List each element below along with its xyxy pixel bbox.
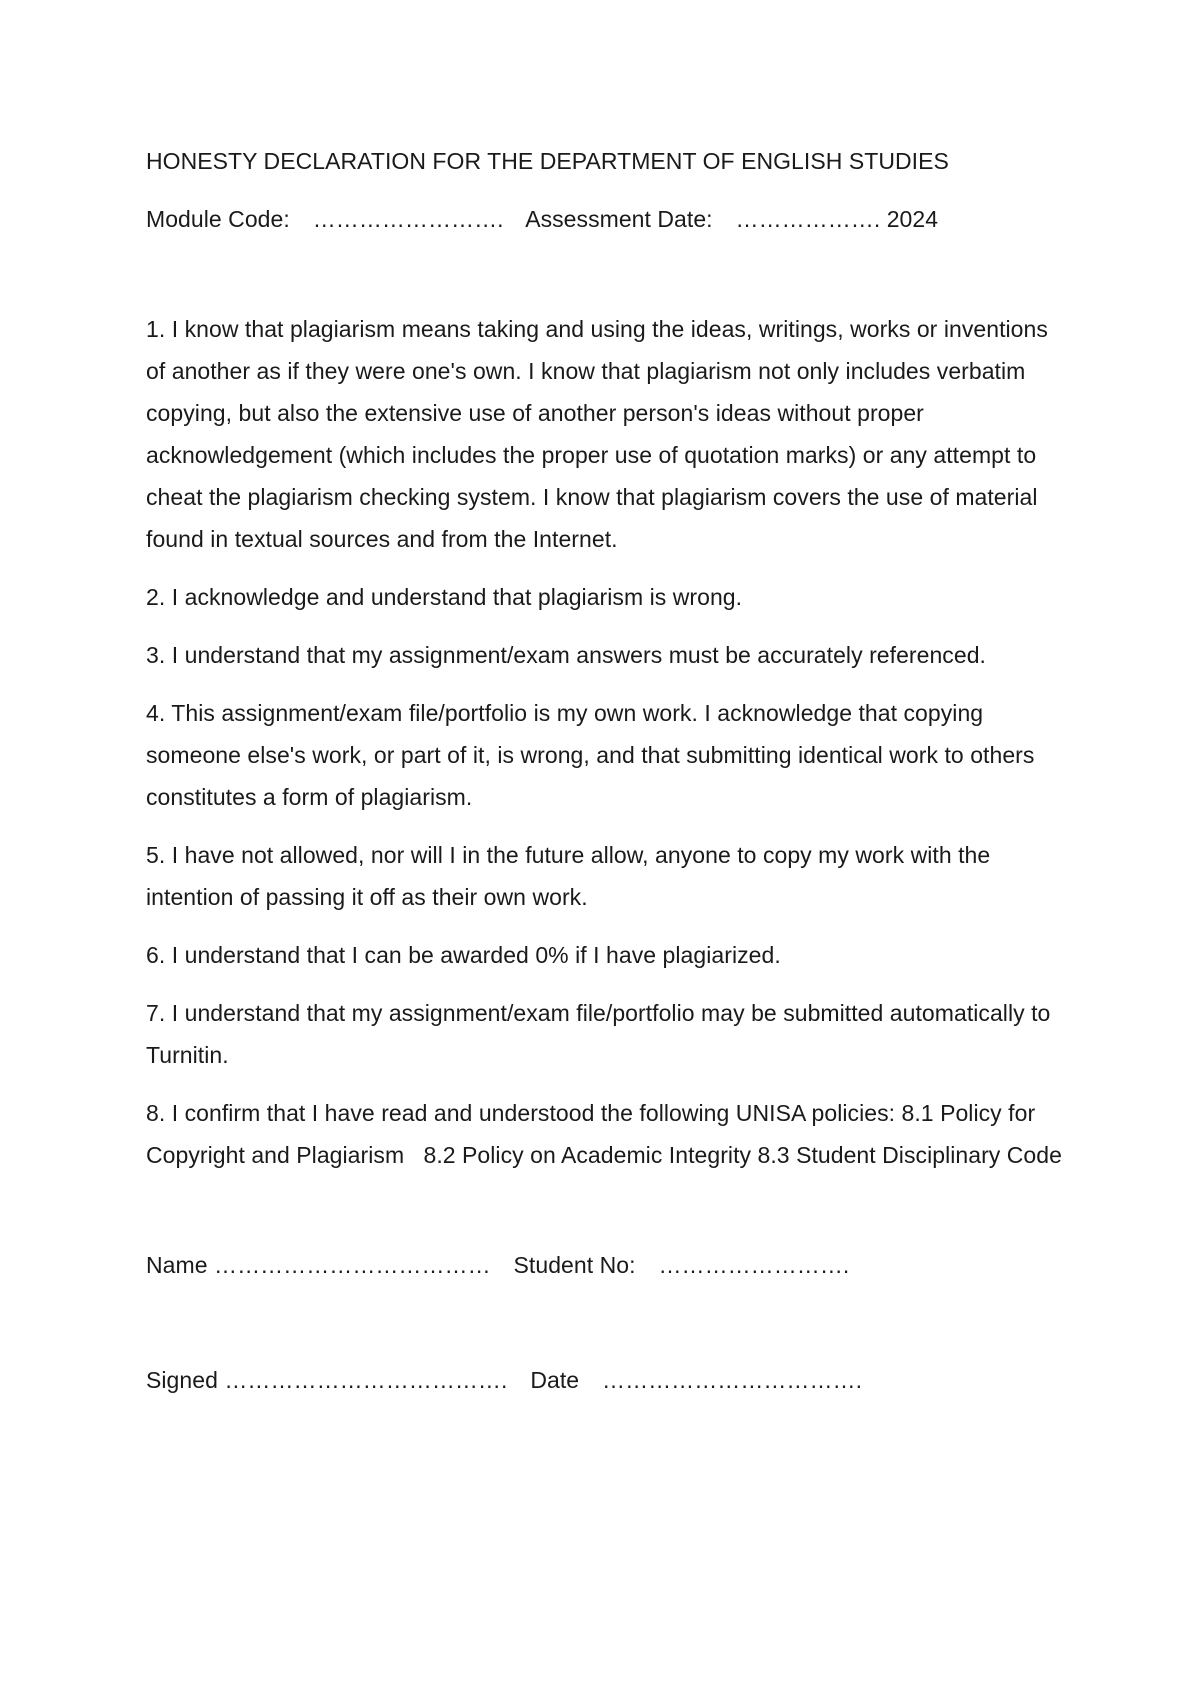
student-no-field[interactable]: ……………………. [658,1252,850,1278]
student-no-label: Student No: [513,1252,636,1278]
signed-date-line [146,1359,1066,1401]
declarations-list [146,308,1066,1176]
date-field[interactable]: ……………………………. [602,1367,863,1393]
name-student-line [146,1244,1066,1286]
name-field[interactable]: ……………………………… [214,1252,491,1278]
declaration-item-2: 2. I acknowledge and understand that plagiarism is wrong. [146,584,743,610]
signature-block [146,1244,1066,1401]
document-title: HONESTY DECLARATION FOR THE DEPARTMENT OF ENGLISH STUDIES [146,148,949,174]
declaration-item-8: 8. I confirm that I have read and understood the following UNISA policies: 8.1 Policy for Copyright and Plagiarism 8.2 Policy on Academic Integrity 8.3 Student Disciplinary Code [146,1100,1062,1168]
signed-field[interactable]: ………………………………. [224,1367,508,1393]
declaration-item-1: 1. I know that plagiarism means taking and using the ideas, writings, works or inventions of another as if they were one's own. I know that plagiarism not only includes verbatim copying, but also the extensive use of another person's ideas without proper acknowledgement (which includes the proper use of quotation marks) or any attempt to cheat the plagiarism checking system. I know that plagiarism covers the use of material found in textual sources and from the Internet. [146,316,1048,552]
assessment-date-label: Assessment Date: [525,206,713,232]
declaration-item-6: 6. I understand that I can be awarded 0% if I have plagiarized. [146,942,781,968]
signed-label: Signed [146,1367,218,1393]
module-assessment-line [146,198,1066,240]
declaration-item-7: 7. I understand that my assignment/exam file/portfolio may be submitted automatically to Turnitin. [146,1000,1051,1068]
assessment-date-field[interactable]: ………………. 2024 [735,206,939,232]
declaration-item-3: 3. I understand that my assignment/exam answers must be accurately referenced. [146,642,986,668]
declaration-content [146,140,1066,1401]
module-code-field[interactable]: ……………………. [312,206,504,232]
declaration-item-5: 5. I have not allowed, nor will I in the future allow, anyone to copy my work with the intention of passing it off as their own work. [146,842,991,910]
name-label: Name [146,1252,208,1278]
date-label: Date [530,1367,580,1393]
module-code-label: Module Code: [146,206,290,232]
declaration-item-4: 4. This assignment/exam file/portfolio is my own work. I acknowledge that copying someone else's work, or part of it, is wrong, and that submitting identical work to others constitutes a form of plagiarism. [146,700,1035,810]
